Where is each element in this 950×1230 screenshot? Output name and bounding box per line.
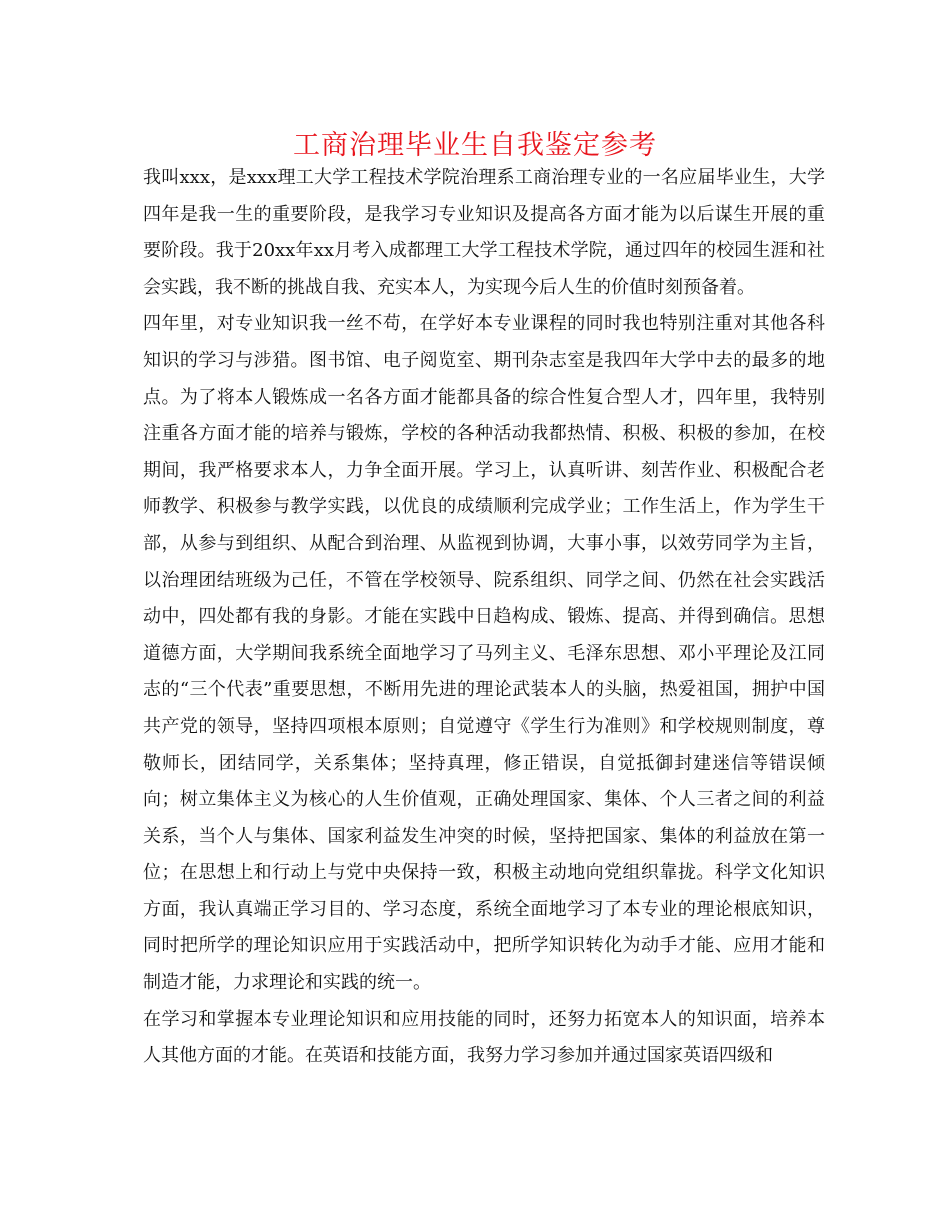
document-body bbox=[143, 160, 825, 1075]
paragraph-3: 在学习和掌握本专业理论知识和应用技能的同时，还努力拓宽本人的知识面，培养本人其他方面的才能。在英语和技能方面，我努力学习参加并通过国家英语四级和 bbox=[143, 1008, 825, 1067]
document-title: 工商治理毕业生自我鉴定参考 bbox=[293, 130, 657, 161]
paragraph-2: 四年里，对专业知识我一丝不苟，在学好本专业课程的同时我也特别注重对其他各科知识的学习与涉猎。图书馆、电子阅览室、期刊杂志室是我四年大学中去的最多的地点。为了将本人锻炼成一名各方面才能都具备的综合性复合型人才，四年里，我特别注重各方面才能的培养与锻炼，学校的各种活动我都热情、积极、积极的参加，在校期间，我严格要求本人，力争全面开展。学习上，认真听讲、刻苦作业、积极配合老师教学、积极参与教学实践，以优良的成绩顺利完成学业；工作生活上，作为学生干部，从参与到组织、从配合到治理、从监视到协调，大事小事，以效劳同学为主旨，以治理团结班级为己任，不管在学校领导、院系组织、同学之间、仍然在社会实践活动中，四处都有我的身影。才能在实践中日趋构成、锻炼、提高、并得到确信。思想道德方面，大学期间我系统全面地学习了马列主义、毛泽东思想、邓小平理论及江同志的“三个代表”重要思想，不断用先进的理论武装本人的头脑，热爱祖国，拥护中国共产党的领导，坚持四项根本原则；自觉遵守《学生行为准则》和学校规则制度，尊敬师长，团结同学，关系集体；坚持真理，修正错误，自觉抵御封建迷信等错误倾向；树立集体主义为核心的人生价值观，正确处理国家、集体、个人三者之间的利益关系，当个人与集体、国家利益发生冲突的时候，坚持把国家、集体的利益放在第一位；在思想上和行动上与党中央保持一致，积极主动地向党组织靠拢。科学文化知识方面，我认真端正学习目的、学习态度，系统全面地学习了本专业的理论根底知识，同时把所学的理论知识应用于实践活动中，把所学知识转化为动手才能、应用才能和制造才能，力求理论和实践的统一。 bbox=[143, 313, 825, 994]
paragraph-1: 我叫xxx，是xxx理工大学工程技术学院治理系工商治理专业的一名应届毕业生，大学四年是我一生的重要阶段，是我学习专业知识及提高各方面才能为以后谋生开展的重要阶段。我于20xx年xx月考入成都理工大学工程技术学院，通过四年的校园生涯和社会实践，我不断的挑战自我、充实本人，为实现今后人生的价值时刻预备着。 bbox=[143, 167, 825, 298]
